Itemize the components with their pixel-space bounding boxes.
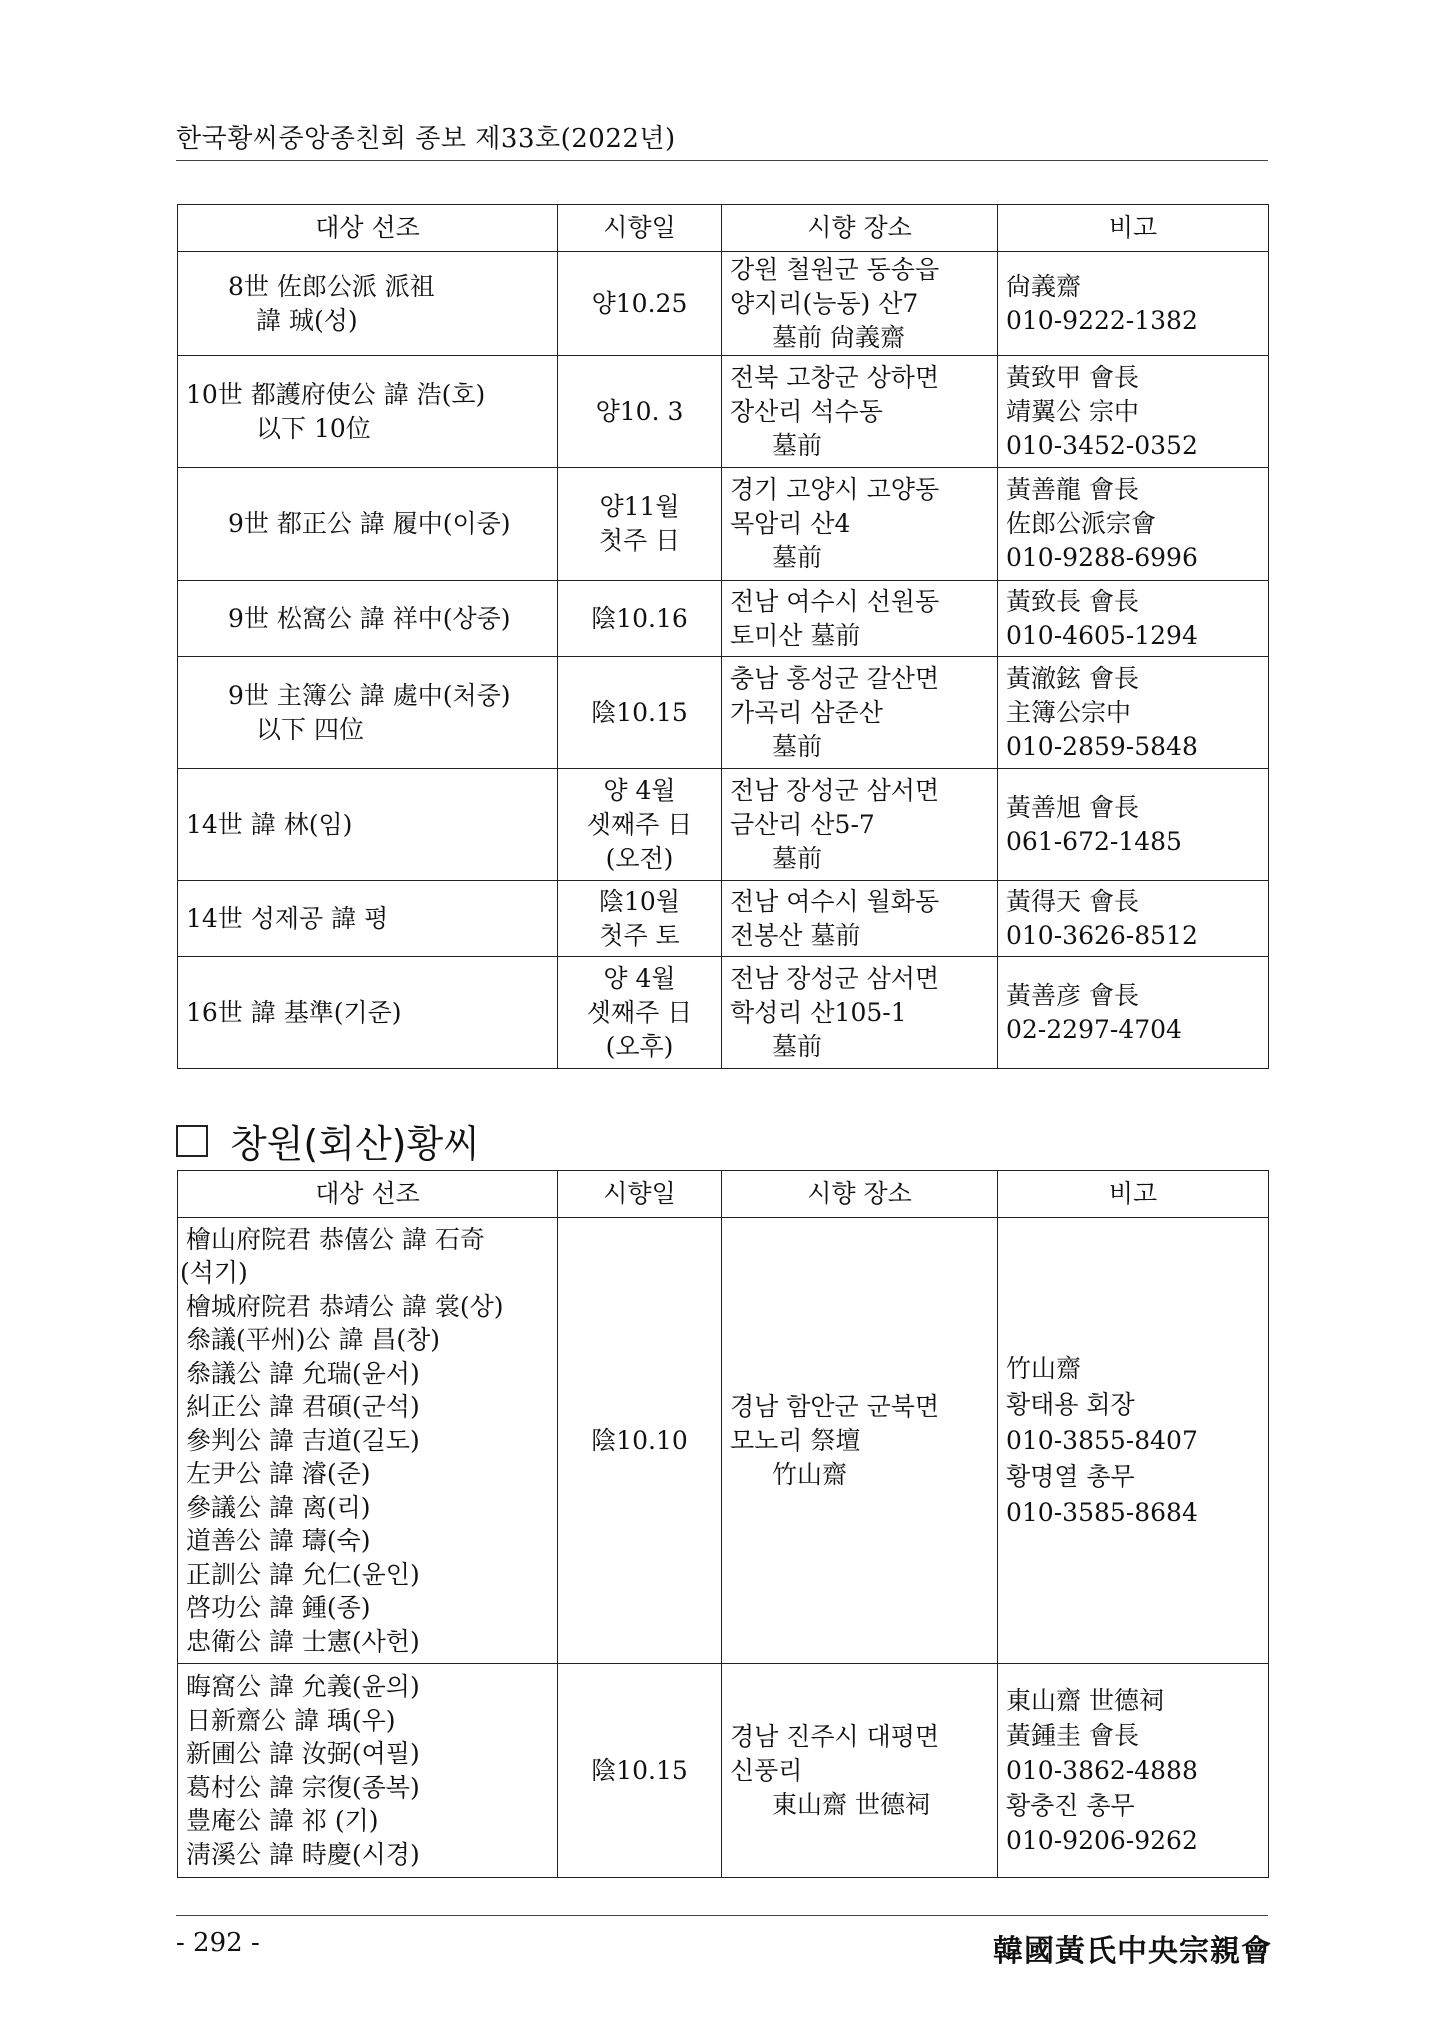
- memorial-schedule-table-2: [177, 1170, 1269, 1878]
- place-cell: [722, 252, 998, 356]
- cell-line: 황명열 총무: [1006, 1461, 1135, 1491]
- note-cell: [998, 1218, 1269, 1664]
- cell-line: 諱 珹(성): [256, 305, 358, 335]
- place-cell: [722, 657, 998, 769]
- table-row: [178, 252, 1269, 356]
- note-cell: [998, 252, 1269, 356]
- cell-line: 토미산 墓前: [730, 620, 861, 650]
- cell-line: (오전): [605, 843, 674, 873]
- cell-line: 黃得天 會長: [1006, 886, 1139, 916]
- cell-line: 010-4605-1294: [1006, 620, 1198, 650]
- cell-line: 금산리 산5-7: [730, 809, 875, 839]
- table-row: [178, 957, 1269, 1069]
- cell-line: 道善公 諱 璹(숙): [186, 1526, 371, 1556]
- date-cell: [558, 1664, 722, 1878]
- place-cell: [722, 581, 998, 657]
- date-cell: [558, 657, 722, 769]
- cell-line: 경남 함안군 군북면: [730, 1391, 940, 1421]
- cell-line: 陰10.16: [591, 603, 688, 633]
- cell-line: 학성리 산105-1: [730, 997, 907, 1027]
- cell-line: 叅議(平州)公 諱 昌(창): [186, 1325, 441, 1355]
- cell-line: 양지리(능동) 산7: [730, 288, 919, 318]
- ancestor-cell: [178, 1664, 558, 1878]
- cell-line: 양10.25: [591, 288, 688, 318]
- table-header-row: [178, 1171, 1269, 1218]
- ancestor-cell: [178, 468, 558, 581]
- table-row: [178, 581, 1269, 657]
- cell-line: 010-3626-8512: [1006, 920, 1198, 950]
- ancestor-cell: [178, 657, 558, 769]
- cell-line: 黃致長 會長: [1006, 586, 1139, 616]
- cell-line: 日新齋公 諱 瑀(우): [186, 1705, 396, 1735]
- cell-line: 10世 都護府使公 諱 浩(호): [186, 379, 486, 409]
- ancestor-cell: [178, 581, 558, 657]
- cell-line: 02-2297-4704: [1006, 1014, 1182, 1044]
- cell-line: 黃澈鉉 會長: [1006, 663, 1139, 693]
- cell-line: 010-3585-8684: [1006, 1497, 1198, 1527]
- cell-line: 黃鍾圭 會長: [1006, 1721, 1139, 1750]
- cell-line: 新圃公 諱 汝弼(여필): [186, 1739, 420, 1768]
- column-header-ancestor: 대상 선조: [178, 205, 558, 252]
- date-cell: [558, 1218, 722, 1664]
- cell-line: 黃善彦 會長: [1006, 980, 1139, 1010]
- cell-line: 16世 諱 基準(기준): [186, 997, 402, 1027]
- cell-line: 충남 홍성군 갈산면: [730, 663, 940, 693]
- cell-line: 010-3855-8407: [1006, 1425, 1198, 1455]
- cell-line: 전남 여수시 선원동: [730, 586, 940, 616]
- cell-line: 黃善旭 會長: [1006, 792, 1139, 822]
- cell-line: 墓前: [772, 430, 823, 460]
- cell-line: 양11월: [599, 492, 680, 521]
- cell-line: 모노리 祭壇: [730, 1425, 861, 1455]
- cell-line: 檜山府院君 恭僖公 諱 石奇: [186, 1224, 485, 1254]
- cell-line: 葛村公 諱 宗復(종복): [186, 1772, 420, 1802]
- page-number: - 292 -: [176, 1928, 260, 1958]
- table-row: [178, 769, 1269, 881]
- table-row: [178, 657, 1269, 769]
- cell-line: 강원 철원군 동송읍: [730, 254, 940, 284]
- cell-line: 參判公 諱 吉道(길도): [186, 1425, 420, 1455]
- place-cell: [722, 356, 998, 468]
- cell-line: 陰10.15: [591, 697, 688, 727]
- cell-line: 參議公 諱 离(리): [186, 1492, 371, 1522]
- ancestor-cell: [178, 356, 558, 468]
- cell-line: 경남 진주시 대평면: [730, 1721, 940, 1751]
- cell-line: 010-3862-4888: [1006, 1756, 1198, 1785]
- cell-line: 9世 主簿公 諱 處中(처중): [228, 680, 511, 710]
- cell-line: (석기): [180, 1258, 248, 1288]
- cell-line: 東山齋 世德祠: [1006, 1686, 1164, 1715]
- section-heading-text: 창원(회산)황씨: [230, 1122, 480, 1166]
- place-cell: [722, 1218, 998, 1664]
- table-row: [178, 468, 1269, 581]
- cell-line: 墓前: [772, 1031, 823, 1061]
- date-cell: [558, 769, 722, 881]
- cell-line: 010-3452-0352: [1006, 430, 1198, 460]
- note-cell: [998, 356, 1269, 468]
- cell-line: 左尹公 諱 濬(준): [186, 1459, 371, 1489]
- cell-line: 晦窩公 諱 允義(윤의): [186, 1672, 420, 1701]
- ancestor-cell: [178, 1218, 558, 1664]
- cell-line: 靖翼公 宗中: [1006, 396, 1139, 426]
- date-cell: [558, 957, 722, 1069]
- cell-line: 양 4월: [603, 775, 676, 805]
- cell-line: 以下 四位: [256, 714, 364, 744]
- cell-line: 전남 여수시 월화동: [730, 886, 940, 916]
- cell-line: 墓前: [772, 731, 823, 761]
- cell-line: 黃致甲 會長: [1006, 362, 1139, 392]
- table-header-row: [178, 205, 1269, 252]
- place-cell: [722, 769, 998, 881]
- cell-line: 啓功公 諱 鍾(종): [186, 1593, 371, 1623]
- cell-line: 陰10.10: [591, 1425, 688, 1455]
- note-cell: [998, 657, 1269, 769]
- cell-line: 陰10.15: [591, 1755, 688, 1785]
- column-header-date: 시향일: [558, 1171, 722, 1218]
- date-cell: [558, 881, 722, 957]
- cell-line: 竹山齋: [1006, 1353, 1082, 1383]
- checkbox-square-icon: [176, 1125, 208, 1157]
- place-cell: [722, 881, 998, 957]
- place-cell: [722, 957, 998, 1069]
- cell-line: 黃善龍 會長: [1006, 475, 1139, 504]
- footer-divider: [176, 1915, 1268, 1916]
- cell-line: 主簿公宗中: [1006, 697, 1132, 727]
- cell-line: 東山齋 世德祠: [772, 1789, 930, 1819]
- cell-line: 황충진 총무: [1006, 1791, 1135, 1820]
- cell-line: 경기 고양시 고양동: [730, 475, 940, 504]
- cell-line: 061-672-1485: [1006, 826, 1182, 856]
- cell-line: 전남 장성군 삼서면: [730, 963, 940, 993]
- table-row: [178, 881, 1269, 957]
- cell-line: 淸溪公 諱 時慶(시경): [186, 1839, 420, 1869]
- memorial-schedule-table-1: [177, 204, 1269, 1069]
- column-header-date: 시향일: [558, 205, 722, 252]
- cell-line: 전남 장성군 삼서면: [730, 775, 940, 805]
- cell-line: 豊庵公 諱 祁 (기): [186, 1806, 379, 1835]
- cell-line: (오후): [605, 1031, 674, 1061]
- column-header-place: 시향 장소: [722, 1171, 998, 1218]
- table-row: [178, 356, 1269, 468]
- organization-logo: 韓國黃氏中央宗親會: [993, 1934, 1272, 1969]
- section-heading: [176, 1113, 480, 1168]
- cell-line: 墓前: [772, 543, 823, 572]
- page-header-title: 한국황씨중앙종친회 종보 제33호(2022년): [176, 124, 676, 154]
- cell-line: 尙義齋: [1006, 271, 1082, 301]
- cell-line: 010-2859-5848: [1006, 731, 1198, 761]
- cell-line: 9世 松窩公 諱 祥中(상중): [228, 603, 511, 633]
- cell-line: 전북 고창군 상하면: [730, 362, 940, 392]
- cell-line: 糾正公 諱 君碩(군석): [186, 1392, 420, 1422]
- cell-line: 첫주 日: [598, 526, 681, 555]
- cell-line: 以下 10位: [256, 413, 371, 443]
- cell-line: 叅議公 諱 允瑞(윤서): [186, 1358, 420, 1388]
- cell-line: 첫주 토: [599, 920, 680, 950]
- cell-line: 佐郎公派宗會: [1006, 509, 1157, 538]
- table-row: [178, 1218, 1269, 1664]
- table-row: [178, 1664, 1269, 1878]
- column-header-place: 시향 장소: [722, 205, 998, 252]
- ancestor-cell: [178, 769, 558, 881]
- note-cell: [998, 1664, 1269, 1878]
- cell-line: 正訓公 諱 允仁(윤인): [186, 1559, 420, 1589]
- date-cell: [558, 581, 722, 657]
- date-cell: [558, 468, 722, 581]
- note-cell: [998, 468, 1269, 581]
- note-cell: [998, 957, 1269, 1069]
- cell-line: 전봉산 墓前: [730, 920, 861, 950]
- cell-line: 셋째주 日: [586, 997, 693, 1027]
- cell-line: 010-9288-6996: [1006, 543, 1198, 572]
- date-cell: [558, 356, 722, 468]
- cell-line: 010-9222-1382: [1006, 305, 1198, 335]
- place-cell: [722, 1664, 998, 1878]
- ancestor-cell: [178, 252, 558, 356]
- cell-line: 양 4월: [603, 963, 676, 993]
- cell-line: 목암리 산4: [730, 509, 851, 538]
- note-cell: [998, 581, 1269, 657]
- cell-line: 14世 諱 林(임): [186, 809, 353, 839]
- ancestor-cell: [178, 881, 558, 957]
- note-cell: [998, 881, 1269, 957]
- cell-line: 장산리 석수동: [730, 396, 883, 426]
- cell-line: 9世 都正公 諱 履中(이중): [228, 509, 511, 538]
- note-cell: [998, 769, 1269, 881]
- cell-line: 가곡리 삼준산: [730, 697, 883, 727]
- date-cell: [558, 252, 722, 356]
- header-divider: [176, 160, 1268, 161]
- cell-line: 墓前: [772, 843, 823, 873]
- cell-line: 신풍리: [730, 1755, 803, 1785]
- column-header-note: 비고: [998, 205, 1269, 252]
- cell-line: 14世 성제공 諱 평: [186, 903, 389, 933]
- cell-line: 忠衛公 諱 士憲(사헌): [186, 1626, 420, 1656]
- cell-line: 010-9206-9262: [1006, 1826, 1198, 1855]
- cell-line: 竹山齋: [772, 1459, 848, 1489]
- column-header-ancestor: 대상 선조: [178, 1171, 558, 1218]
- column-header-note: 비고: [998, 1171, 1269, 1218]
- place-cell: [722, 468, 998, 581]
- cell-line: 墓前 尙義齋: [772, 322, 905, 352]
- cell-line: 檜城府院君 恭靖公 諱 裳(상): [186, 1291, 504, 1321]
- cell-line: 8世 佐郎公派 派祖: [228, 271, 435, 301]
- cell-line: 陰10월: [599, 886, 680, 916]
- ancestor-cell: [178, 957, 558, 1069]
- cell-line: 양10. 3: [595, 396, 684, 426]
- cell-line: 셋째주 日: [586, 809, 693, 839]
- cell-line: 황태용 회장: [1006, 1389, 1135, 1419]
